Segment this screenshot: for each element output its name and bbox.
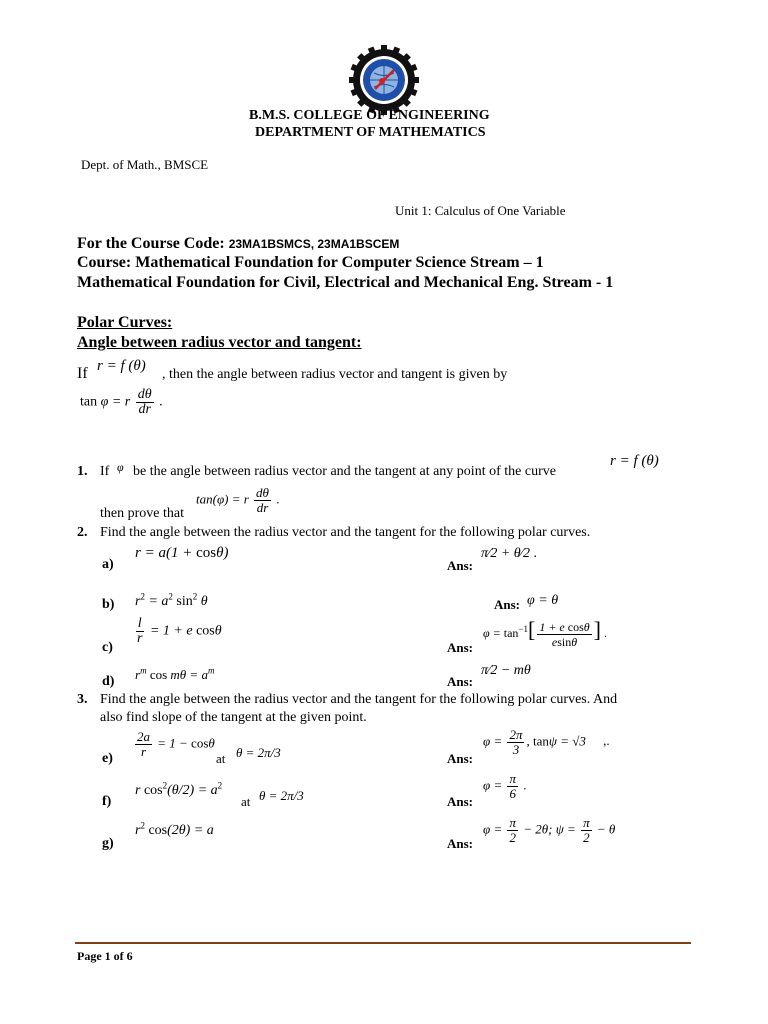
intro-if: If bbox=[77, 365, 88, 382]
q1-if: If bbox=[100, 464, 110, 479]
unit-title: Unit 1: Calculus of One Variable bbox=[395, 203, 566, 218]
part-g-ans-label: Ans: bbox=[447, 836, 474, 851]
part-e-formula: $\frac{2a}{r}$ = 1 − cosθ bbox=[137, 729, 215, 759]
part-g-answer: φ = $\frac{\pi}{2}$ − 2θ; ψ = $\frac{\pi}{2}$ − θ bbox=[483, 815, 616, 845]
part-a-answer: π⁄2 + θ⁄2 . bbox=[481, 546, 538, 561]
formula-r-f-theta: r = f (θ) bbox=[97, 358, 146, 374]
course-code-value: 23MA1BSMCS, 23MA1BSCEM bbox=[228, 237, 400, 251]
q2-number: 2. bbox=[77, 525, 88, 540]
part-c-ans-label: Ans: bbox=[447, 640, 474, 655]
course-title: Course: Mathematical Foundation for Computer Science Stream – 1 bbox=[77, 254, 544, 271]
section-subtitle: Angle between radius vector and tangent: bbox=[77, 334, 362, 351]
course-code-label: For the Course Code: bbox=[77, 235, 225, 252]
intro-text: , then the angle between radius vector and tangent is given by bbox=[162, 367, 508, 382]
q2-text: Find the angle between the radius vector and the tangent for the following polar curves. bbox=[100, 525, 591, 540]
q1-then: then prove that bbox=[100, 506, 184, 521]
part-c-label: c) bbox=[102, 640, 113, 655]
part-f-point: θ = 2π/3 bbox=[259, 788, 304, 803]
part-e-answer: φ = $\frac{2\pi}{3}$ , tanψ = √3 ,. bbox=[483, 727, 610, 757]
q3-line1: Find the angle between the radius vector and the tangent for the following polar curves. And bbox=[100, 692, 618, 707]
part-e-at: at bbox=[216, 751, 226, 766]
footer-rule bbox=[75, 942, 691, 944]
part-f-label: f) bbox=[102, 794, 112, 809]
part-f-at: at bbox=[241, 794, 251, 809]
part-d-answer: π⁄2 − mθ bbox=[481, 663, 531, 678]
formula-tan-phi: tan φ = r $\frac{d\theta}{dr}$ . bbox=[80, 387, 163, 417]
q1-phi-symbol: φ bbox=[117, 460, 124, 474]
section-title: Polar Curves: bbox=[77, 314, 173, 331]
part-f-formula: r $\cos^2(\theta/2) = a^2$ bbox=[135, 780, 223, 798]
part-c-answer: $\varphi = \tan^{-1}$[ $\frac{\text{1 + e cosθ}}{esin\theta}$ ] . bbox=[483, 617, 607, 649]
course-code-line bbox=[77, 235, 399, 253]
q1-number: 1. bbox=[77, 464, 88, 479]
part-f-ans-label: Ans: bbox=[447, 794, 474, 809]
q3-number: 3. bbox=[77, 692, 88, 707]
part-g-label: g) bbox=[102, 836, 114, 851]
college-name: B.M.S. COLLEGE OF ENGINEERING bbox=[249, 108, 490, 123]
part-d-formula: $r^m$ $\cos m\theta = a^m$ bbox=[135, 665, 215, 682]
department-name: DEPARTMENT OF MATHEMATICS bbox=[255, 125, 486, 140]
part-e-point: θ = 2π/3 bbox=[236, 745, 281, 760]
part-b-formula: $r^2 = a^2$ $\sin^2 \theta$ bbox=[135, 591, 208, 609]
part-b-answer: φ = θ bbox=[527, 593, 559, 608]
q1-prove-formula: tan(φ) = r $\frac{d\theta}{dr}$ . bbox=[196, 485, 280, 515]
college-seal-icon bbox=[349, 45, 419, 115]
part-e-label: e) bbox=[102, 751, 113, 766]
q1-curve-formula: r = f (θ) bbox=[610, 453, 659, 469]
course-streams: Mathematical Foundation for Civil, Electrical and Mechanical Eng. Stream - 1 bbox=[77, 274, 614, 291]
dept-short: Dept. of Math., BMSCE bbox=[81, 157, 209, 172]
part-a-formula: r = a(1 + cosθ) bbox=[135, 545, 229, 561]
part-a-label: a) bbox=[102, 557, 114, 572]
part-d-label: d) bbox=[102, 674, 115, 689]
page-number: Page 1 of 6 bbox=[77, 949, 133, 963]
part-d-ans-label: Ans: bbox=[447, 674, 474, 689]
q1-text: be the angle between radius vector and the tangent at any point of the curve bbox=[133, 464, 556, 479]
part-g-formula: $r^2$ cos(2θ) = a bbox=[135, 820, 214, 838]
part-c-formula: $\frac{l}{r}$ = 1 + e cosθ bbox=[137, 616, 222, 646]
part-b-label: b) bbox=[102, 597, 115, 612]
part-b-ans-label: Ans: bbox=[494, 597, 521, 612]
part-e-ans-label: Ans: bbox=[447, 751, 474, 766]
part-f-answer: φ = $\frac{\pi}{6}$ . bbox=[483, 771, 527, 801]
q3-line2: also find slope of the tangent at the given point. bbox=[100, 710, 367, 725]
part-a-ans-label: Ans: bbox=[447, 558, 474, 573]
